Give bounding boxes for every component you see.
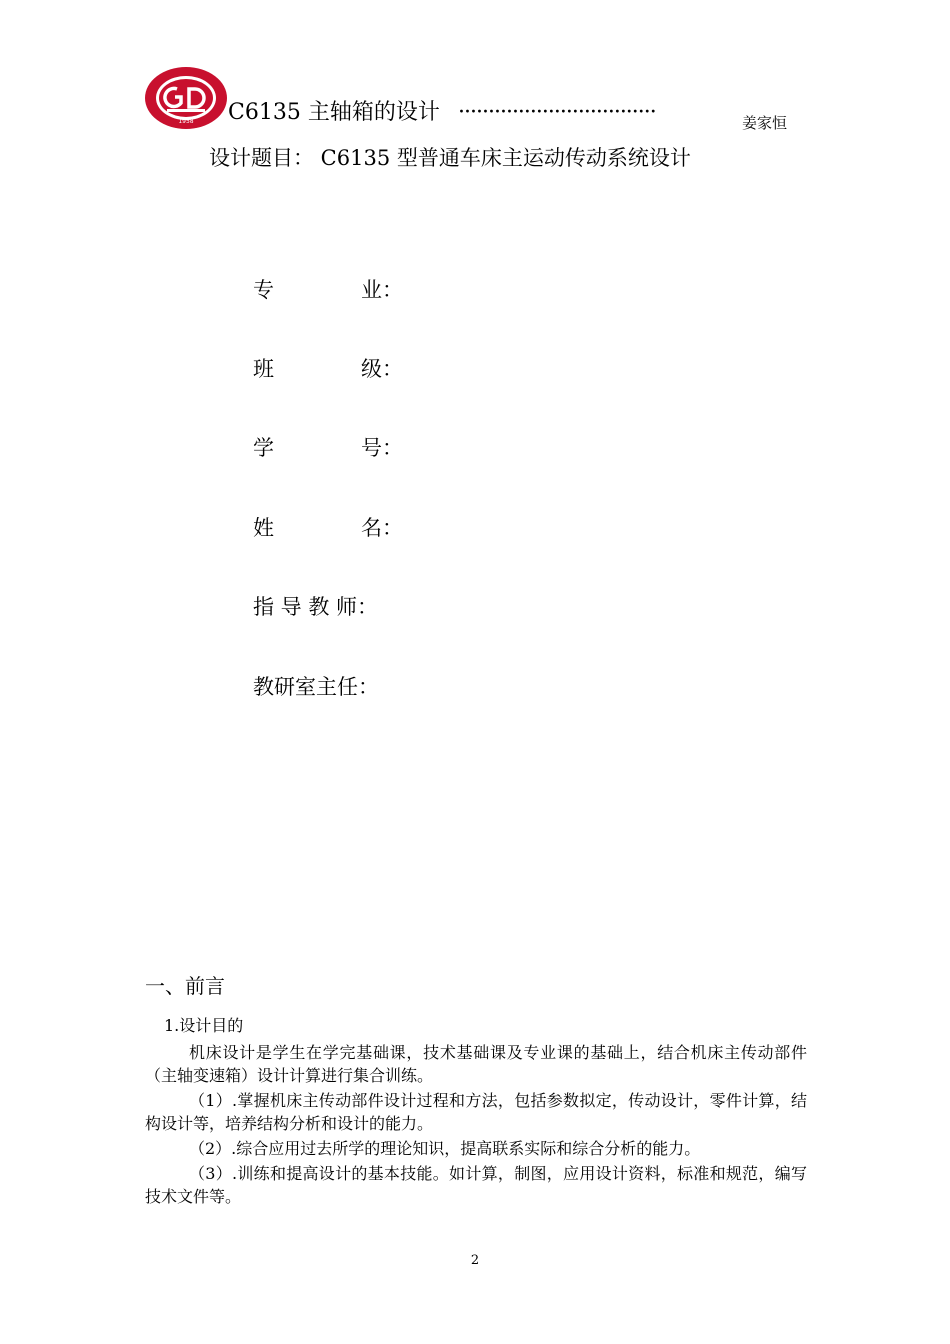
leader-dots: ································· <box>458 100 656 125</box>
paragraph: 机床设计是学生在学完基础课，技术基础课及专业课的基础上，结合机床主传动部件（主轴变速箱）设计计算进行集合训练。 <box>145 1043 807 1085</box>
field-student-id-label-1: 学 <box>253 436 274 460</box>
author-name: 姜家恒 <box>742 114 788 132</box>
paragraph: （3）.训练和提高设计的基本技能。如计算，制图，应用设计资料，标准和规范，编写技术文件等。 <box>145 1164 807 1206</box>
field-major-label-2: 业： <box>361 278 403 302</box>
field-department-head: 教研室主任： <box>253 675 379 699</box>
field-advisor: 指 导 教 师： <box>253 595 379 619</box>
university-logo <box>143 65 229 131</box>
field-major-label-1: 专 <box>253 278 274 302</box>
sub-heading: 1.设计目的 <box>164 1016 244 1035</box>
field-student-id-label-2: 号： <box>361 436 403 460</box>
design-subject: 设计题目： C6135 型普通车床主运动传动系统设计 <box>209 146 691 170</box>
page-number: 2 <box>470 1253 480 1268</box>
paragraph: （2）.综合应用过去所学的理论知识，提高联系实际和综合分析的能力。 <box>189 1139 701 1158</box>
logo-year: 1958 <box>178 118 194 125</box>
field-name-label-2: 名： <box>361 516 403 540</box>
paragraph: （1）.掌握机床主传动部件设计过程和方法，包括参数拟定，传动设计，零件计算，结构设计等，培养结构分析和设计的能力。 <box>145 1091 807 1133</box>
field-name-label-1: 姓 <box>253 516 274 540</box>
document-title: C6135 主轴箱的设计 <box>228 100 440 125</box>
field-class-label-2: 级： <box>361 357 403 381</box>
field-class-label-1: 班 <box>253 357 274 381</box>
section-heading: 一、前言 <box>145 974 225 998</box>
